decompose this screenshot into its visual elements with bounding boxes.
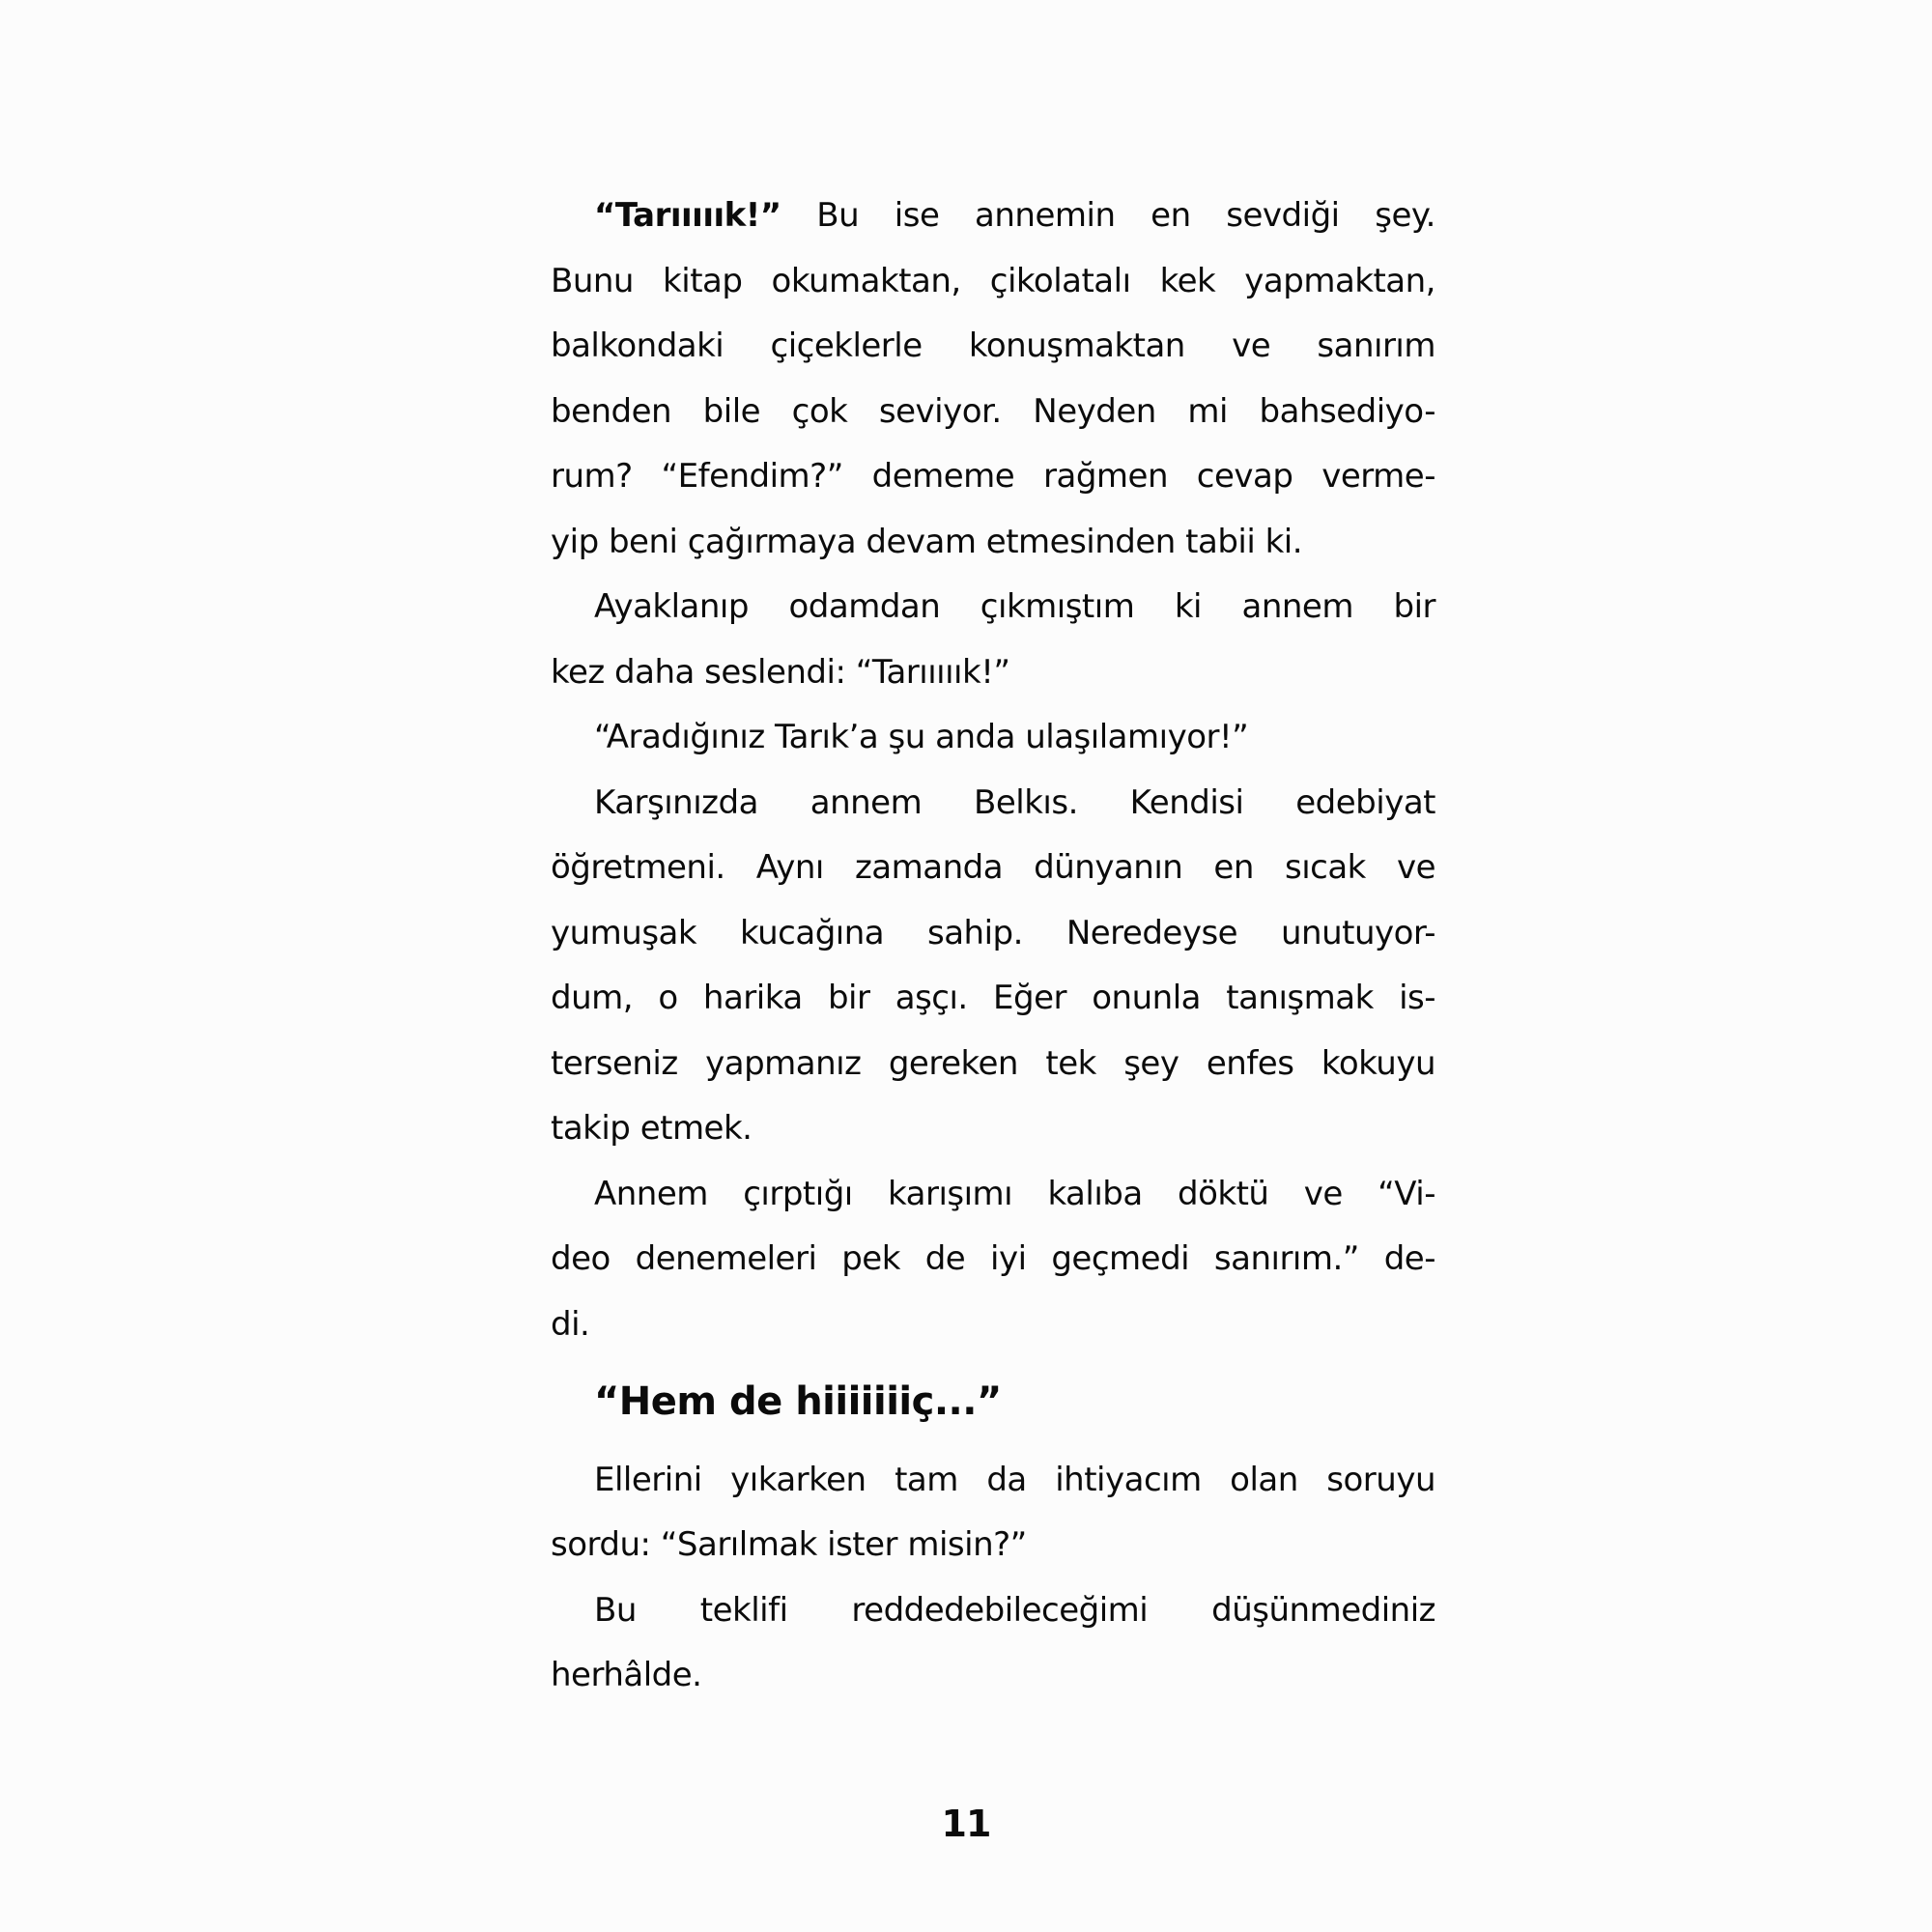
text-line	[551, 1032, 1435, 1097]
text-segment: öğretmeni. Aynı zamanda dünyanın en sıcak ve	[551, 848, 1435, 887]
text-segment: Bunu kitap okumaktan, çikolatalı kek yapmaktan,	[551, 261, 1435, 300]
text-line	[551, 249, 1435, 315]
text-segment: deo denemeleri pek de iyi geçmedi sanırım.” de-	[551, 1239, 1435, 1278]
text-line	[551, 575, 1435, 640]
page-number: 11	[941, 1803, 991, 1845]
text-segment: yumuşak kucağına sahip. Neredeyse unutuyor-	[551, 913, 1435, 952]
text-line	[551, 836, 1435, 901]
text-line	[551, 1370, 1435, 1435]
text-column	[551, 184, 1435, 1709]
text-line	[551, 1162, 1435, 1228]
text-segment: benden bile çok seviyor. Neyden mi bahsediyo-	[551, 391, 1435, 431]
text-line	[551, 705, 1435, 771]
bold-emphasis: “Tarııııık!”	[594, 196, 781, 235]
text-line	[551, 1293, 1435, 1358]
section-heading	[551, 1370, 1435, 1435]
text-segment: di.	[551, 1304, 590, 1344]
paragraph	[551, 1448, 1435, 1578]
text-line	[551, 380, 1435, 445]
text-segment: takip etmek.	[551, 1109, 753, 1148]
bold-emphasis: “Hem de hiiiiiiiç...”	[594, 1379, 1002, 1424]
text-segment: Ellerini yıkarken tam da ihtiyacım olan soruyu	[594, 1460, 1435, 1499]
text-line	[551, 771, 1435, 837]
text-line	[551, 510, 1435, 576]
text-segment: terseniz yapmanız gereken tek şey enfes kokuyu	[551, 1043, 1435, 1083]
text-line	[551, 314, 1435, 380]
text-segment: “Aradığınız Tarık’a şu anda ulaşılamıyor!”	[594, 718, 1249, 756]
text-segment: dum, o harika bir aşçı. Eğer onunla tanışmak is-	[551, 979, 1435, 1017]
paragraph	[551, 705, 1435, 771]
paragraph	[551, 771, 1435, 1162]
paragraph	[551, 1578, 1435, 1709]
text-line	[551, 1448, 1435, 1514]
text-line	[551, 1643, 1435, 1709]
text-segment: Ayaklanıp odamdan çıkmıştım ki annem bir	[594, 587, 1435, 626]
text-segment: Bu teklifi reddedebileceğimi düşünmediniz	[594, 1590, 1435, 1630]
paragraph	[551, 1162, 1435, 1358]
text-segment: rum? “Efendim?” dememe rağmen cevap verme-	[551, 457, 1435, 496]
text-segment: yip beni çağırmaya devam etmesinden tabii ki.	[551, 522, 1303, 561]
text-segment: Annem çırptığı karışımı kalıba döktü ve “Vi-	[594, 1174, 1435, 1213]
text-line	[551, 1578, 1435, 1644]
text-line	[551, 1513, 1435, 1578]
text-segment: kez daha seslendi: “Tarııııık!”	[551, 652, 1010, 692]
text-line	[551, 1227, 1435, 1293]
text-line	[551, 901, 1435, 967]
paragraph	[551, 184, 1435, 575]
text-line	[551, 966, 1435, 1032]
text-segment: sordu: “Sarılmak ister misin?”	[551, 1525, 1027, 1564]
text-segment: balkondaki çiçeklerle konuşmaktan ve sanırım	[551, 327, 1435, 365]
text-line	[551, 1096, 1435, 1162]
text-line	[551, 184, 1435, 249]
text-segment: herhâlde.	[551, 1656, 702, 1694]
paragraph	[551, 575, 1435, 705]
text-segment: Karşınızda annem Belkıs. Kendisi edebiyat	[594, 782, 1435, 822]
text-line	[551, 444, 1435, 510]
text-segment: Bu ise annemin en sevdiği şey.	[781, 196, 1435, 235]
text-line	[551, 640, 1435, 706]
